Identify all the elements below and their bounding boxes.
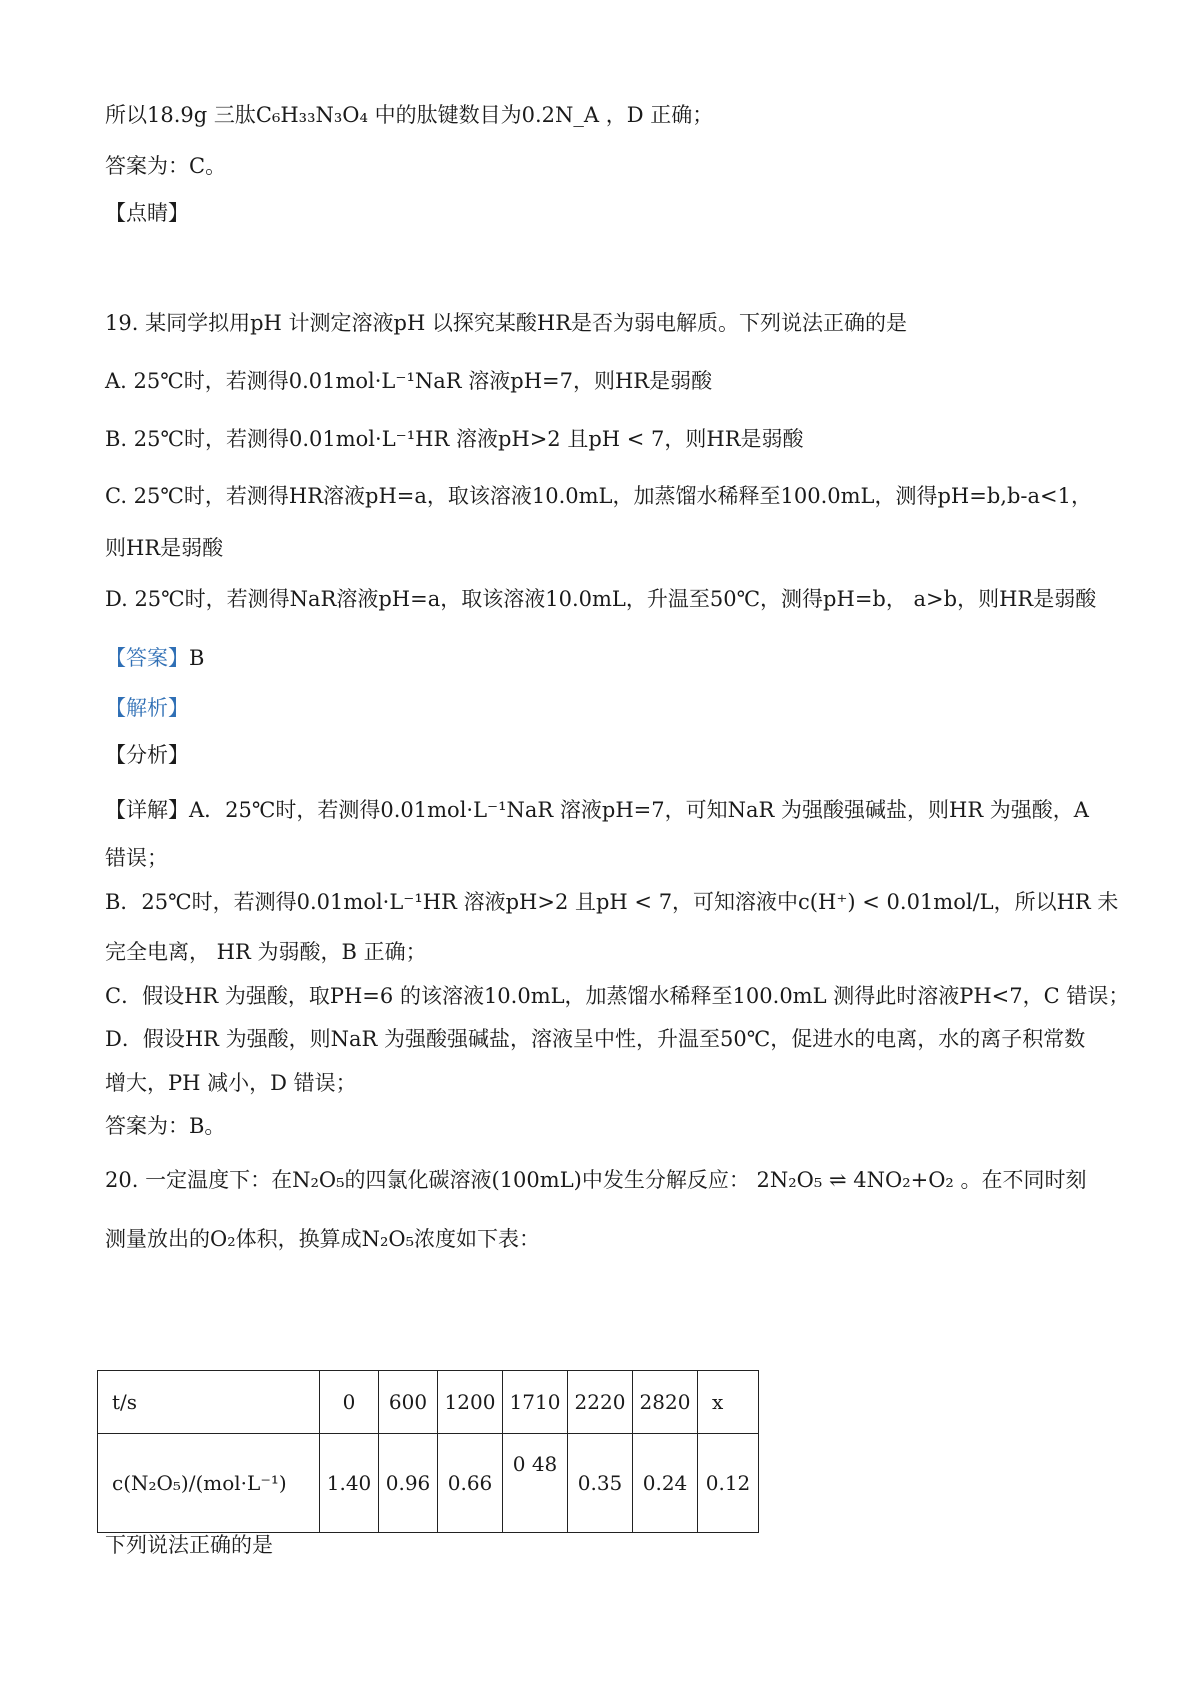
text-line: 所以18.9g 三肽C₆H₃₃N₃O₄ 中的肽键数目为0.2N_A ，D 正确； — [105, 103, 714, 127]
section-heading: 【点睛】 — [105, 201, 189, 225]
question-20-cont: 测量放出的O₂体积，换算成N₂O₅浓度如下表： — [105, 1227, 541, 1251]
table-cell: 0 — [320, 1371, 379, 1434]
text-line: 答案为：C。 — [105, 154, 227, 178]
table-row — [98, 1371, 759, 1434]
table-cell: 1710 — [503, 1371, 568, 1434]
option-c: C. 25℃时，若测得HR溶液pH=a，取该溶液10.0mL，加蒸馏水稀释至100.0mL，测得pH=b,b-a<1， — [105, 484, 1092, 508]
table-cell: 600 — [379, 1371, 438, 1434]
table-cell: 0.96 — [379, 1434, 438, 1533]
explain-a: 【详解】A．25℃时，若测得0.01mol·L⁻¹NaR 溶液pH=7，可知NaR 为强酸强碱盐，则HR 为强酸，A — [105, 798, 1089, 822]
answer-tag: 【答案】 — [105, 646, 189, 670]
analysis-tag: 【解析】 — [105, 696, 189, 720]
table-row — [98, 1434, 759, 1533]
explain-d-cont: 增大，PH 减小，D 错误； — [105, 1071, 357, 1095]
option-c-cont: 则HR是弱酸 — [105, 536, 224, 560]
table-cell: 0 48 — [503, 1434, 568, 1533]
concentration-table — [97, 1370, 759, 1533]
option-d: D. 25℃时，若测得NaR溶液pH=a，取该溶液10.0mL，升温至50℃，测得pH=b， a>b，则HR是弱酸 — [105, 587, 1097, 611]
text-line: 下列说法正确的是 — [105, 1533, 273, 1557]
question-19: 19. 某同学拟用pH 计测定溶液pH 以探究某酸HR是否为弱电解质。下列说法正确的是 — [105, 311, 908, 335]
table-cell: 0.35 — [568, 1434, 633, 1533]
table-cell: 2820 — [633, 1371, 698, 1434]
answer-line — [105, 643, 204, 673]
question-20: 20. 一定温度下：在N₂O₅的四氯化碳溶液(100mL)中发生分解反应： 2N₂O₅ ⇌ 4NO₂+O₂ 。在不同时刻 — [105, 1168, 1087, 1192]
explain-b: B．25℃时，若测得0.01mol·L⁻¹HR 溶液pH>2 且pH < 7，可知溶液中c(H⁺) < 0.01mol/L，所以HR 未 — [105, 890, 1119, 914]
table-cell: t/s — [98, 1371, 320, 1434]
table-cell: 0.24 — [633, 1434, 698, 1533]
table-cell: c(N₂O₅)/(mol·L⁻¹) — [98, 1434, 320, 1533]
fenxi-heading: 【分析】 — [105, 743, 189, 767]
table-cell: 1200 — [438, 1371, 503, 1434]
table-cell: 2220 — [568, 1371, 633, 1434]
answer-final: 答案为：B。 — [105, 1114, 226, 1138]
option-a: A. 25℃时，若测得0.01mol·L⁻¹NaR 溶液pH=7，则HR是弱酸 — [105, 369, 713, 393]
answer-value: B — [189, 646, 205, 670]
option-b: B. 25℃时，若测得0.01mol·L⁻¹HR 溶液pH>2 且pH < 7，则HR是弱酸 — [105, 427, 804, 451]
table-cell: 1.40 — [320, 1434, 379, 1533]
explain-b-cont: 完全电离， HR 为弱酸，B 正确； — [105, 940, 427, 964]
explain-d: D．假设HR 为强酸，则NaR 为强酸强碱盐，溶液呈中性，升温至50℃，促进水的电离，水的离子积常数 — [105, 1027, 1086, 1051]
table-cell: 0.12 — [698, 1434, 759, 1533]
table-cell: 0.66 — [438, 1434, 503, 1533]
explain-c: C．假设HR 为强酸，取PH=6 的该溶液10.0mL，加蒸馏水稀释至100.0mL 测得此时溶液PH<7，C 错误； — [105, 984, 1130, 1008]
table-cell: x — [698, 1371, 759, 1434]
explain-a-cont: 错误； — [105, 846, 168, 870]
